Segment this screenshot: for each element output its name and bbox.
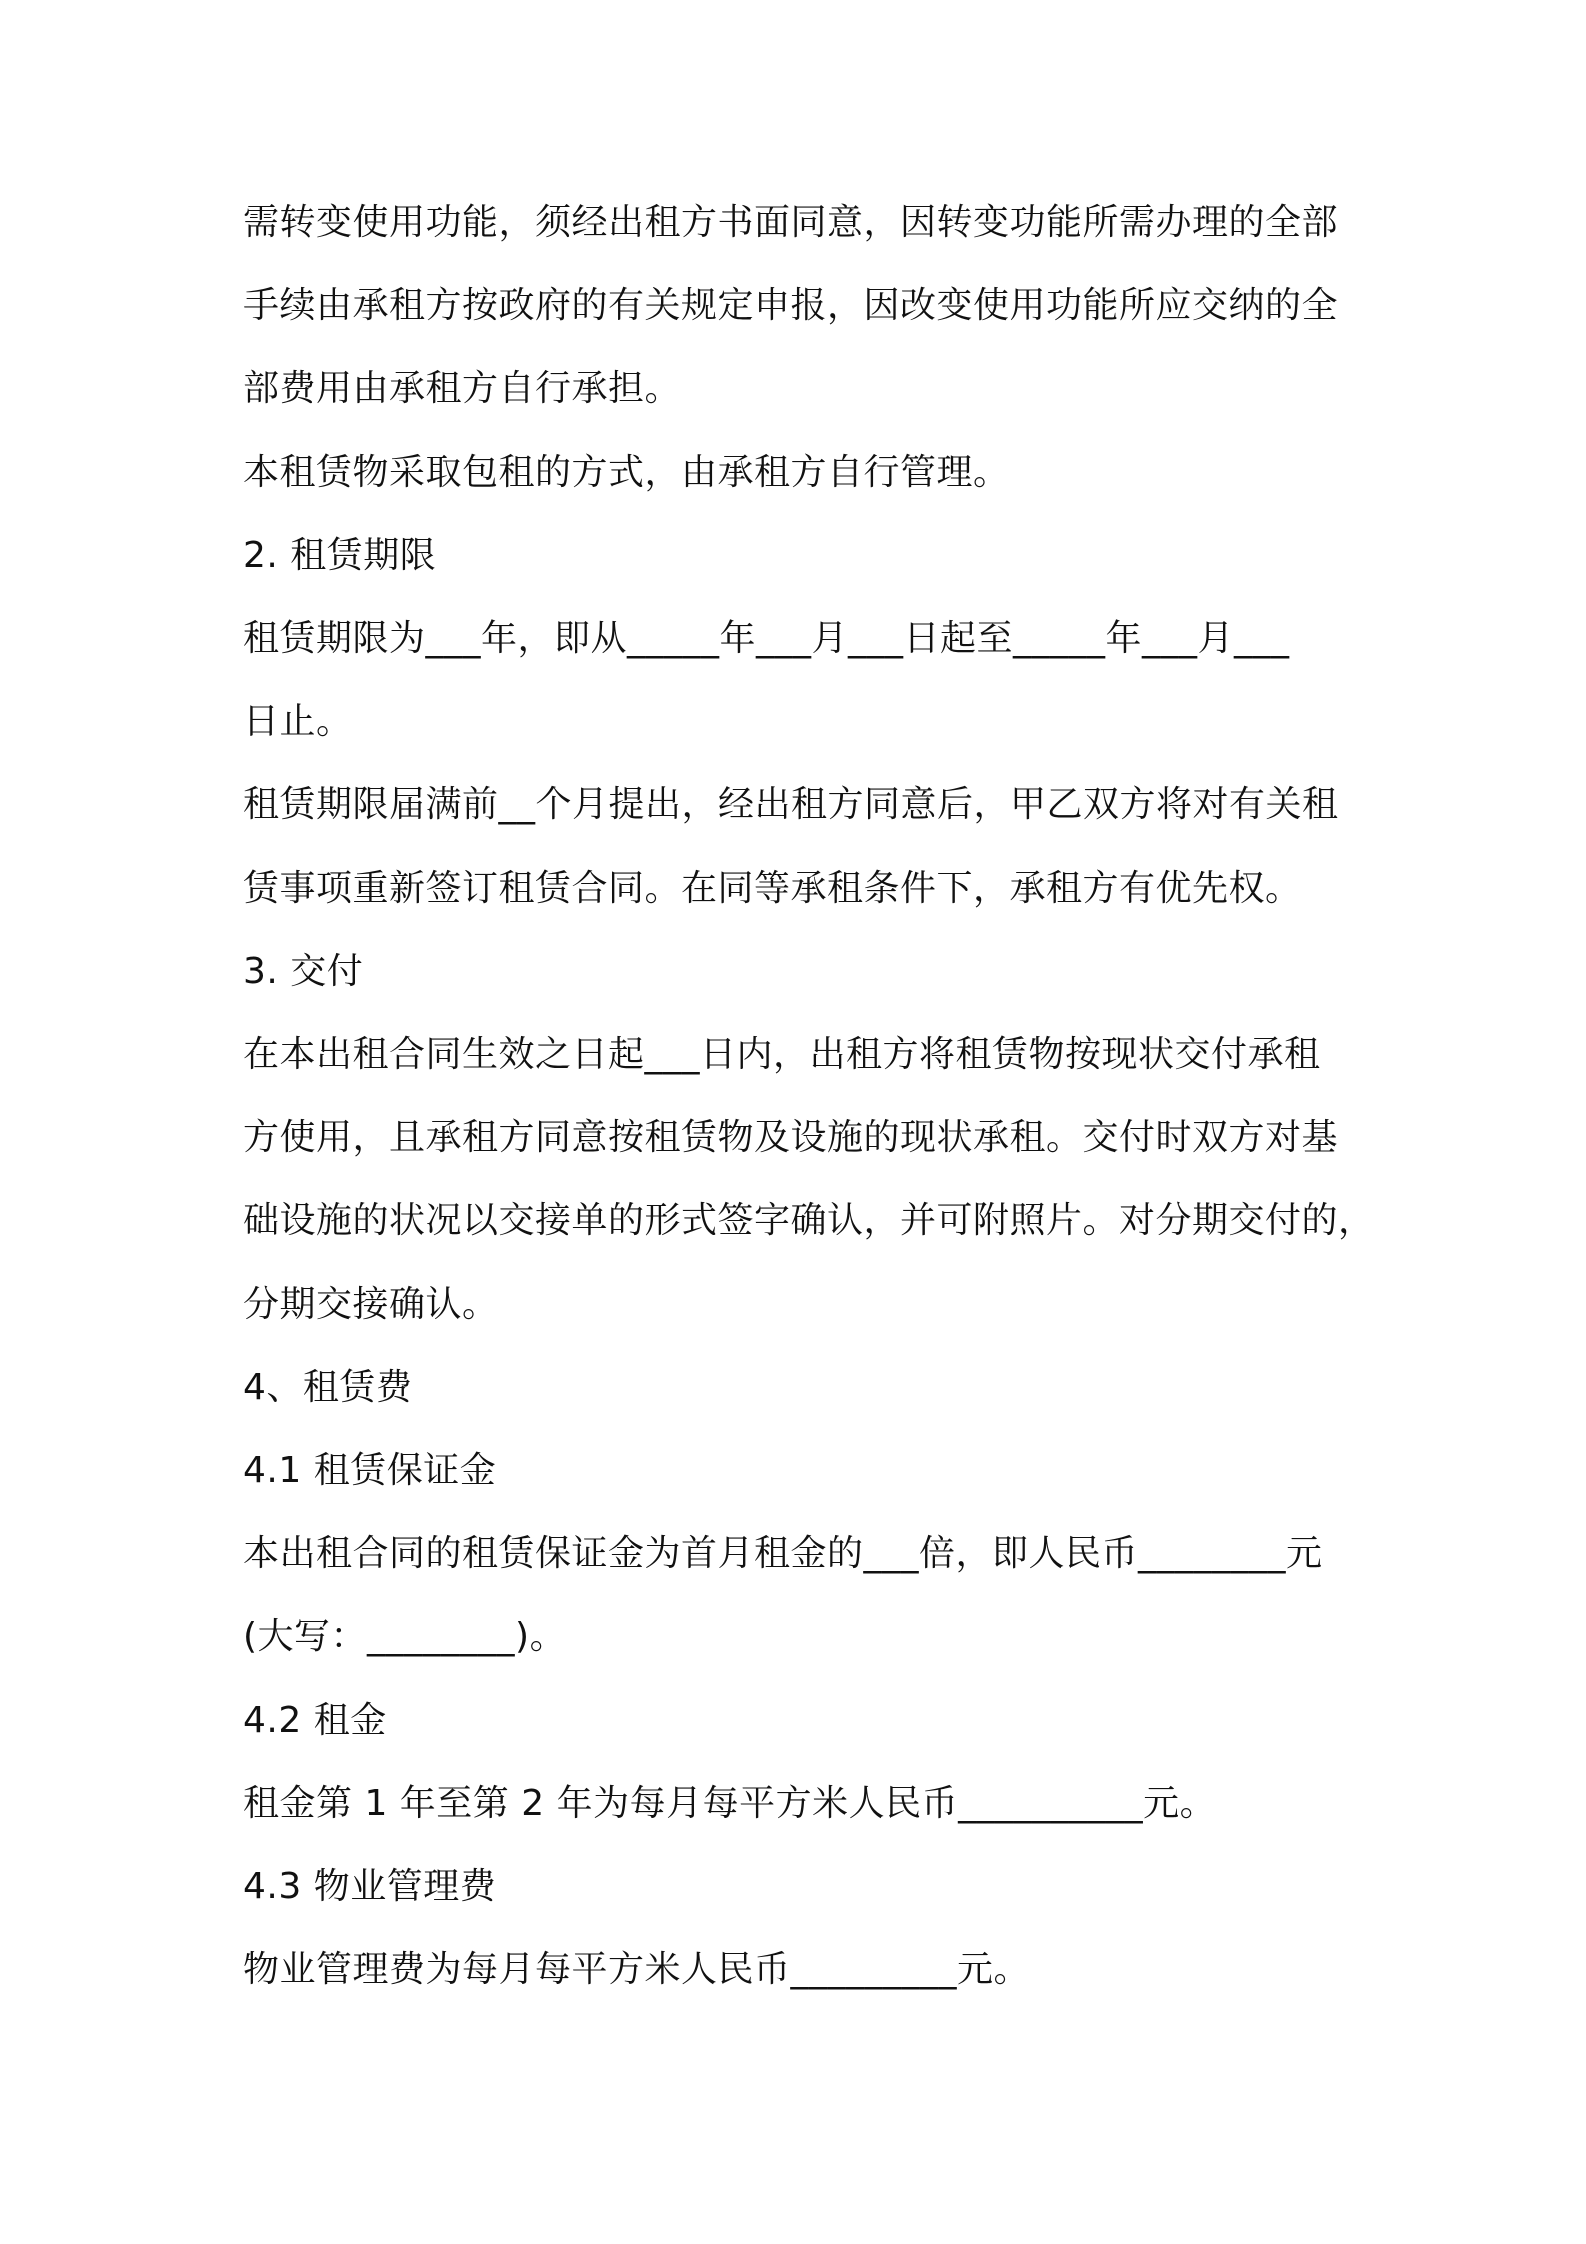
paragraph-line: 需转变使用功能，须经出租方书面同意，因转变功能所需办理的全部 bbox=[243, 202, 1339, 243]
paragraph-line: 础设施的状况以交接单的形式签字确认，并可附照片。对分期交付的， bbox=[243, 1200, 1375, 1241]
section-heading: 3. 交付 bbox=[243, 951, 364, 992]
subsection-heading: 4.3 物业管理费 bbox=[243, 1866, 497, 1907]
paragraph-line: 在本出租合同生效之日起___日内，出租方将租赁物按现状交付承租 bbox=[243, 1034, 1321, 1075]
paragraph-line: 本租赁物采取包租的方式，由承租方自行管理。 bbox=[243, 452, 1010, 493]
paragraph-line: 手续由承租方按政府的有关规定申报，因改变使用功能所应交纳的全 bbox=[243, 285, 1339, 326]
paragraph-line: 租赁期限届满前__个月提出，经出租方同意后，甲乙双方将对有关租 bbox=[243, 784, 1339, 825]
subsection-heading: 4.2 租金 bbox=[243, 1700, 387, 1741]
paragraph-line: 租金第 1 年至第 2 年为每月每平方米人民币__________元。 bbox=[243, 1783, 1217, 1824]
section-heading: 4、租赁费 bbox=[243, 1367, 413, 1408]
paragraph-line: (大写：________)。 bbox=[243, 1616, 567, 1657]
paragraph-line: 日止。 bbox=[243, 701, 353, 742]
paragraph-line: 分期交接确认。 bbox=[243, 1284, 499, 1325]
paragraph-line: 赁事项重新签订租赁合同。在同等承租条件下，承租方有优先权。 bbox=[243, 868, 1302, 909]
paragraph-line: 部费用由承租方自行承担。 bbox=[243, 368, 682, 409]
section-heading: 2. 租赁期限 bbox=[243, 535, 437, 576]
subsection-heading: 4.1 租赁保证金 bbox=[243, 1450, 497, 1491]
paragraph-line: 方使用，且承租方同意按租赁物及设施的现状承租。交付时双方对基 bbox=[243, 1117, 1339, 1158]
paragraph-line: 租赁期限为___年，即从_____年___月___日起至_____年___月___ bbox=[243, 618, 1290, 659]
paragraph-line: 物业管理费为每月每平方米人民币_________元。 bbox=[243, 1949, 1031, 1990]
paragraph-line: 本出租合同的租赁保证金为首月租金的___倍，即人民币________元 bbox=[243, 1533, 1323, 1574]
